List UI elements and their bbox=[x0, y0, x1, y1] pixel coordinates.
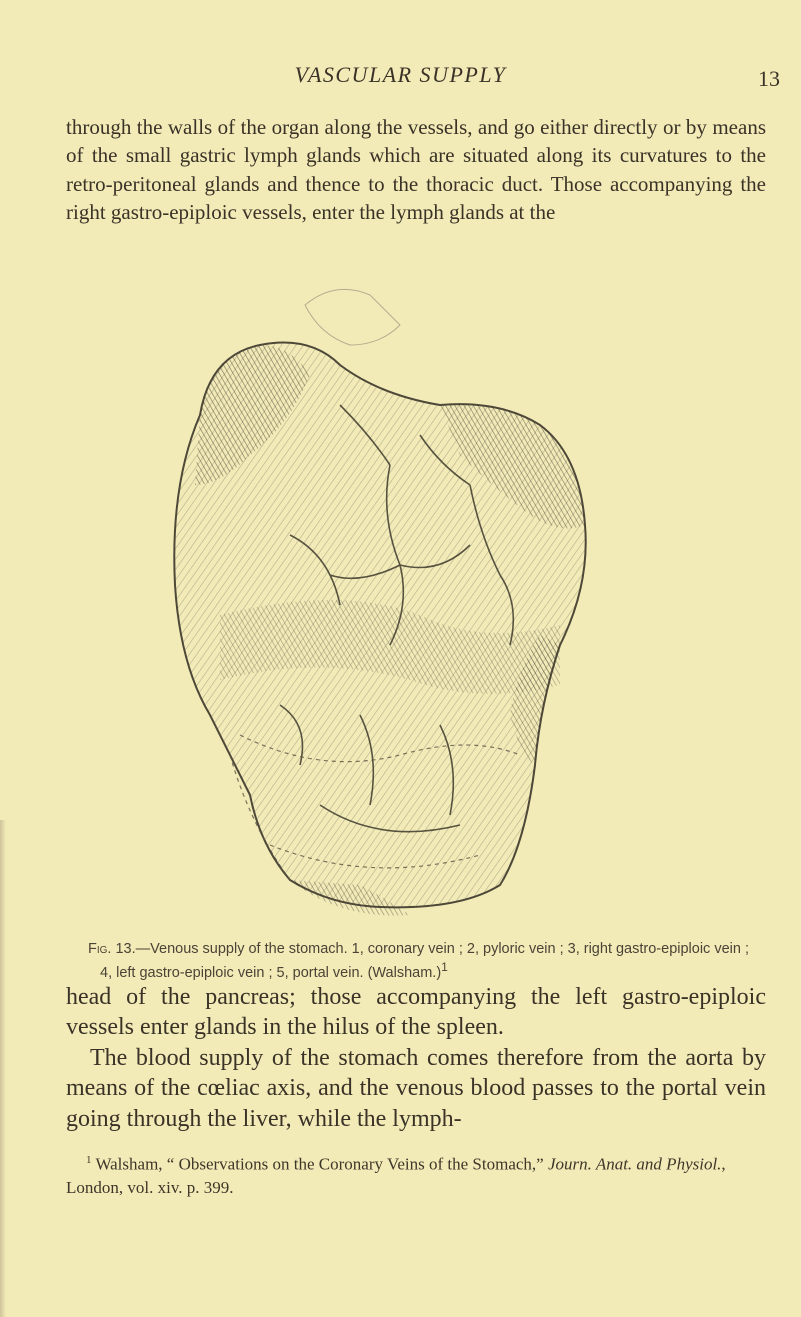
figure-label: Fig. 13. bbox=[88, 941, 136, 957]
caption-footnote-ref: 1 bbox=[441, 960, 448, 974]
footnote-text: Walsham, “ Observations on the Coronary Veins of the Stomach,” bbox=[95, 1154, 548, 1174]
figure-caption-text: —Venous supply of the stomach. 1, coronary vein ; 2, pyloric vein ; 3, right gastro-epiploic vein ; 4, left gastro-epiploic vein ; 5, portal vein. (Walsham.) bbox=[100, 941, 749, 981]
paragraph-bottom-line1: head of the pancreas; those accompanying the left gastro-epiploic vessels enter glands in the hilus of the spleen. bbox=[66, 984, 766, 1041]
paragraph-bottom-line2: The blood supply of the stomach comes therefore from the aorta by means of the cœliac axis, and the venous blood passes to the portal vein going through the liver, while the lymph- bbox=[66, 1044, 766, 1132]
footnote-journal: Journ. Anat. and Physiol. bbox=[547, 1154, 722, 1174]
footnote-tail: , London, vol. xiv. p. 399. bbox=[66, 1154, 726, 1197]
footnote bbox=[66, 1149, 766, 1199]
page-number: 13 bbox=[758, 66, 780, 91]
page-edge-shadow bbox=[0, 820, 6, 1317]
paragraph-bottom bbox=[66, 982, 766, 1134]
footnote-mark: 1 bbox=[86, 1154, 92, 1166]
stomach-venous-illustration bbox=[140, 285, 620, 925]
running-head: VASCULAR SUPPLY bbox=[294, 62, 507, 87]
paragraph-top: through the walls of the organ along the vessels, and go either directly or by means of the small gastric lymph glands which are situated along its curvatures to the retro-peritoneal glands and thence to the thoracic duct. Those accompanying the right gastro-epiploic vessels, enter the lymph glands at the bbox=[66, 115, 766, 224]
figure-caption bbox=[88, 940, 760, 982]
